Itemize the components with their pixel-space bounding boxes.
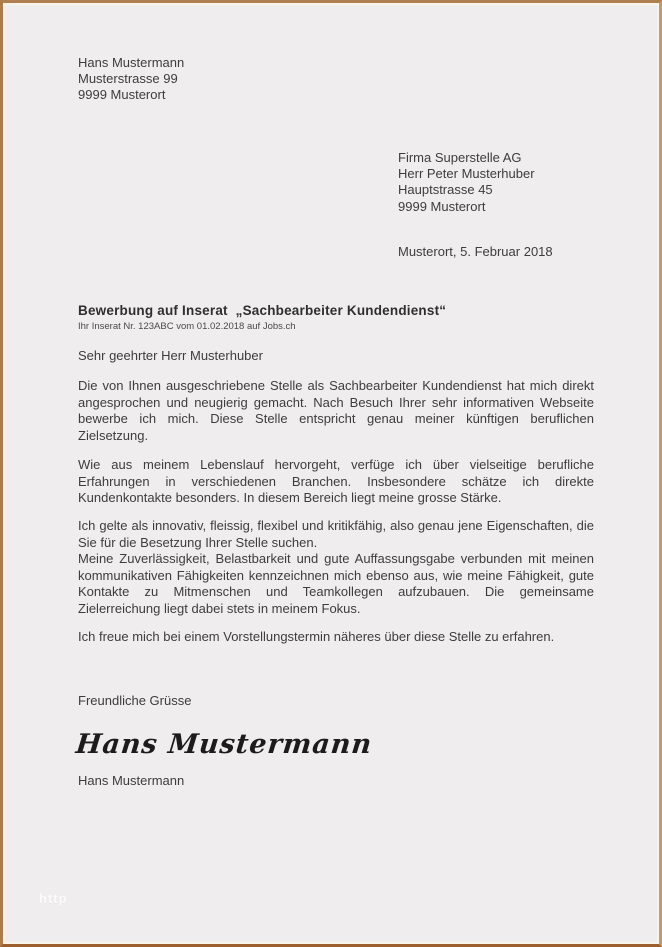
salutation: Sehr geehrter Herr Musterhuber [78, 348, 263, 363]
sender-name: Hans Mustermann [78, 55, 185, 70]
body-paragraph-3: Ich gelte als innovativ, fleissig, flexibel und kritikfähig, also genau jene Eigenschaften, die Sie für die Besetzung Ihrer Stelle suchen. [78, 518, 594, 550]
recipient-street: Hauptstrasse 45 [398, 182, 493, 198]
recipient-name: Herr Peter Musterhuber [398, 166, 535, 182]
sender-street: Musterstrasse 99 [78, 71, 178, 87]
handwritten-signature: Hans Mustermann [74, 729, 374, 760]
date-line: Musterort, 5. Februar 2018 [398, 244, 553, 259]
sender-address [78, 55, 184, 104]
body-paragraph-1: Die von Ihnen ausgeschriebene Stelle als Sachbearbeiter Kundendienst hat mich direkt angesprochen und neugierig gemacht. Nach Besuch Ihrer sehr informativen Webseite bewerbe ich mich. Diese Stelle entspricht genau meiner künftigen beruflichen Zielsetzung. [78, 378, 594, 443]
typed-signature-name: Hans Mustermann [78, 773, 185, 788]
body-paragraph-2: Wie aus meinem Lebenslauf hervorgeht, verfüge ich über vielseitige berufliche Erfahrungen in verschiedenen Branchen. Insbesondere schätze ich direkte Kundenkontakte besonders. In diesem Bereich liegt meine grosse Stärke. [78, 457, 594, 505]
recipient-address [398, 150, 535, 215]
body-paragraph-5: Ich freue mich bei einem Vorstellungstermin näheres über diese Stelle zu erfahren. [78, 629, 555, 644]
subject-title: Bewerbung auf Inserat „Sachbearbeiter Kundendienst“ [78, 303, 447, 318]
recipient-city: 9999 Musterort [398, 198, 486, 214]
sender-city: 9999 Musterort [78, 87, 166, 103]
recipient-company: Firma Superstelle AG [398, 150, 522, 165]
subject-reference: Ihr Inserat Nr. 123ABC vom 01.02.2018 auf Jobs.ch [78, 321, 296, 333]
subject-block [78, 303, 598, 333]
closing-phrase: Freundliche Grüsse [78, 693, 192, 708]
body-paragraph-4: Meine Zuverlässigkeit, Belastbarkeit und gute Auffassungsgabe verbunden mit meinen kommunikativen Fähigkeiten kennzeichnen mich ebenso aus, wie meine Fähigkeit, gute Kontakte zu Mitmenschen und Teamkollegen aufzubauen. Die gemeinsame Zielerreichung liegt dabei stets in meinem Fokus. [78, 551, 594, 616]
watermark-text: http [39, 891, 68, 906]
